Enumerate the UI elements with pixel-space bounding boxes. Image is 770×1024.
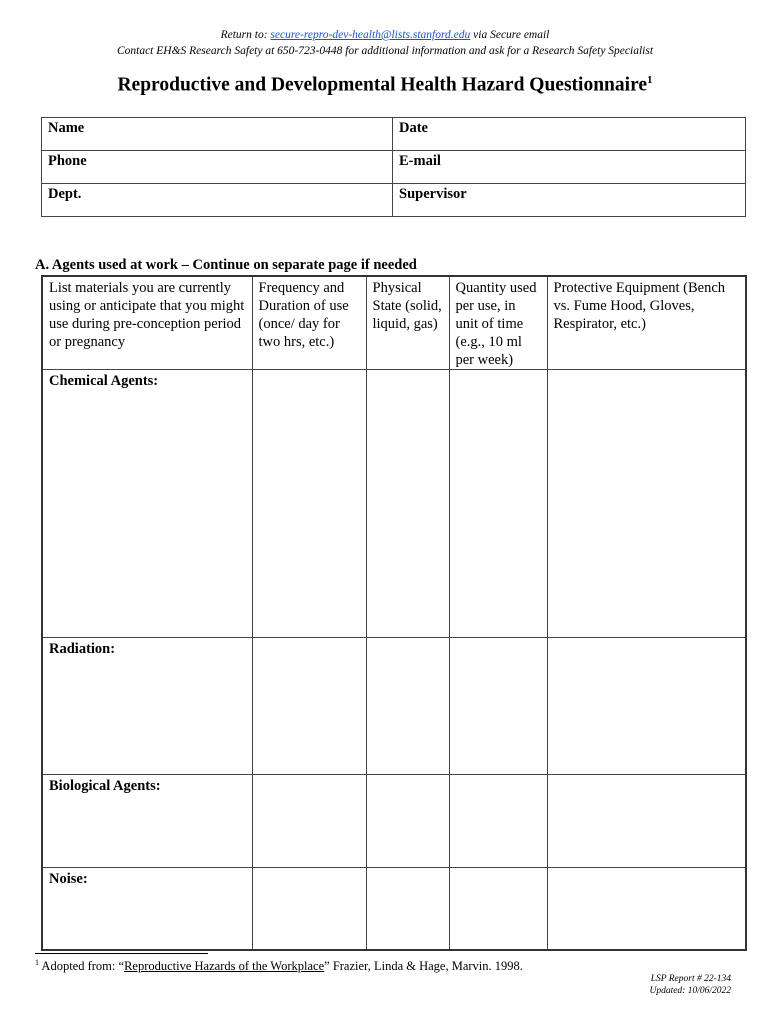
phone-field[interactable]: Phone bbox=[42, 151, 393, 184]
return-instructions bbox=[0, 28, 770, 42]
footnote-marker: 1 bbox=[35, 958, 39, 967]
footnote-prefix: Adopted from: “ bbox=[39, 959, 125, 974]
biological-quantity-cell[interactable] bbox=[449, 775, 547, 868]
column-header-frequency: Frequency and Duration of use (once/ day for two hrs, etc.) bbox=[252, 276, 366, 370]
agents-header-row bbox=[42, 276, 746, 370]
noise-frequency-cell[interactable] bbox=[252, 868, 366, 950]
return-prefix: Return to: bbox=[220, 29, 271, 41]
chemical-frequency-cell[interactable] bbox=[252, 370, 366, 638]
biological-frequency-cell[interactable] bbox=[252, 775, 366, 868]
chemical-state-cell[interactable] bbox=[366, 370, 449, 638]
column-header-quantity: Quantity used per use, in unit of time (e.g., 10 ml per week) bbox=[449, 276, 547, 370]
chemical-quantity-cell[interactable] bbox=[449, 370, 547, 638]
biological-protection-cell[interactable] bbox=[547, 775, 746, 868]
column-header-protective-equipment: Protective Equipment (Bench vs. Fume Hood, Gloves, Respirator, etc.) bbox=[547, 276, 746, 370]
return-suffix: via Secure email bbox=[470, 29, 550, 41]
report-updated: Updated: 10/06/2022 bbox=[649, 986, 731, 996]
date-field[interactable]: Date bbox=[393, 118, 746, 151]
footnote-divider bbox=[35, 953, 208, 954]
noise-protection-cell[interactable] bbox=[547, 868, 746, 950]
chemical-agents-cell[interactable]: Chemical Agents: bbox=[42, 370, 252, 638]
noise-row bbox=[42, 868, 746, 950]
radiation-quantity-cell[interactable] bbox=[449, 638, 547, 775]
radiation-frequency-cell[interactable] bbox=[252, 638, 366, 775]
page-title-text: Reproductive and Developmental Health Hazard Questionnaire bbox=[117, 74, 648, 96]
column-header-materials: List materials you are currently using or anticipate that you might use during pre-conception period or pregnancy bbox=[42, 276, 252, 370]
report-number: LSP Report # 22-134 bbox=[650, 974, 731, 984]
radiation-cell[interactable]: Radiation: bbox=[42, 638, 252, 775]
return-email-link[interactable]: secure-repro-dev-health@lists.stanford.edu bbox=[270, 29, 471, 41]
noise-cell[interactable]: Noise: bbox=[42, 868, 252, 950]
personal-info-table bbox=[41, 117, 746, 217]
supervisor-field[interactable]: Supervisor bbox=[393, 184, 746, 217]
footnote-reference: Reproductive Hazards of the Workplace bbox=[124, 959, 325, 974]
email-field[interactable]: E-mail bbox=[393, 151, 746, 184]
radiation-protection-cell[interactable] bbox=[547, 638, 746, 775]
column-header-physical-state: Physical State (solid, liquid, gas) bbox=[366, 276, 449, 370]
noise-quantity-cell[interactable] bbox=[449, 868, 547, 950]
dept-field[interactable]: Dept. bbox=[42, 184, 393, 217]
footnote bbox=[35, 958, 523, 974]
agents-table bbox=[41, 275, 747, 951]
footnote-suffix: ” Frazier, Linda & Hage, Marvin. 1998. bbox=[324, 959, 523, 974]
page-title bbox=[0, 74, 770, 97]
radiation-row bbox=[42, 638, 746, 775]
title-footnote-marker: 1 bbox=[647, 74, 653, 86]
chemical-protection-cell[interactable] bbox=[547, 370, 746, 638]
biological-agents-row bbox=[42, 775, 746, 868]
biological-agents-cell[interactable]: Biological Agents: bbox=[42, 775, 252, 868]
noise-state-cell[interactable] bbox=[366, 868, 449, 950]
name-field[interactable]: Name bbox=[42, 118, 393, 151]
chemical-agents-row bbox=[42, 370, 746, 638]
radiation-state-cell[interactable] bbox=[366, 638, 449, 775]
contact-line: Contact EH&S Research Safety at 650-723-0448 for additional information and ask for a Research Safety Specialist bbox=[116, 45, 654, 57]
section-a-title: A. Agents used at work – Continue on separate page if needed bbox=[35, 257, 417, 273]
biological-state-cell[interactable] bbox=[366, 775, 449, 868]
